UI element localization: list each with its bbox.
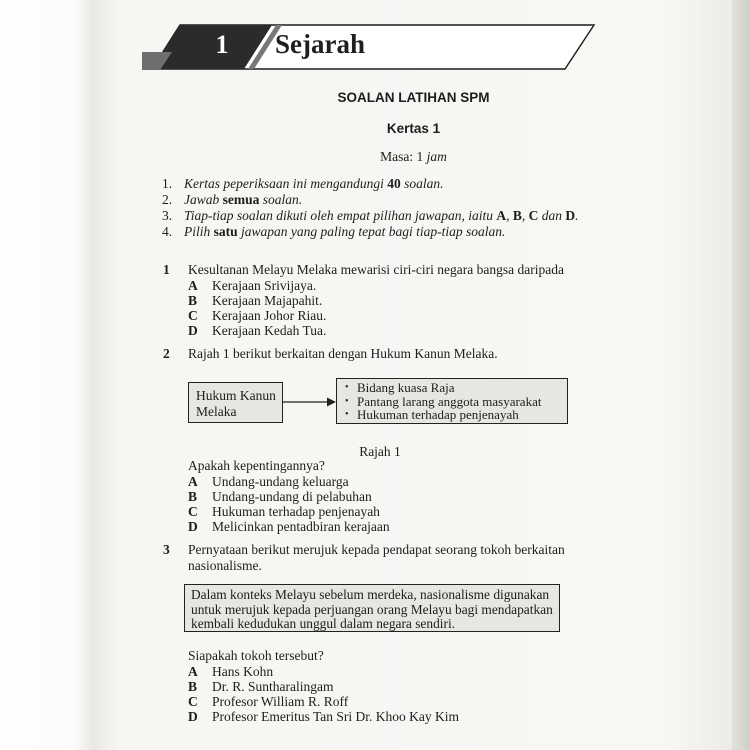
bullet-icon: •: [345, 382, 349, 393]
option-text: Profesor William R. Roff: [212, 694, 349, 709]
instruction-number: 4.: [162, 224, 173, 239]
instruction-text: soalan.: [259, 192, 303, 207]
question-3-prompt: [188, 648, 488, 664]
diagram-list-box: [336, 378, 568, 424]
option-letter: A: [188, 278, 198, 293]
instructions-list: [162, 176, 622, 240]
instruction-bold: satu: [213, 224, 238, 239]
option-text: Kerajaan Johor Riau.: [212, 308, 327, 323]
question-2: [163, 346, 603, 362]
chapter-number: 1: [215, 30, 229, 59]
instruction-bold: A: [496, 208, 507, 223]
instruction-number: 3.: [162, 208, 173, 223]
question-number: 1: [163, 262, 170, 277]
option-b[interactable]: [188, 679, 334, 694]
left-page-margin: [0, 0, 95, 750]
question-prompt: Apakah kepentingannya?: [188, 458, 325, 473]
option-text: Kerajaan Srivijaya.: [212, 278, 317, 293]
option-d[interactable]: [188, 323, 326, 338]
chapter-title: Sejarah: [275, 29, 365, 59]
option-letter: C: [188, 504, 198, 519]
diagram-list-item: [345, 408, 567, 422]
question-2-prompt: [188, 458, 488, 474]
question-stem: Rajah 1 berikut berkaitan dengan Hukum Kanun Melaka.: [188, 346, 498, 361]
option-text: Kerajaan Majapahit.: [212, 293, 323, 308]
option-letter: A: [188, 474, 198, 489]
instruction-bold: B: [512, 208, 522, 223]
instruction-bold: 40: [387, 176, 401, 191]
instruction-text: ,: [506, 208, 513, 223]
option-text: Hans Kohn: [212, 664, 274, 679]
option-text: Kerajaan Kedah Tua.: [212, 323, 327, 338]
bullet-icon: •: [345, 409, 349, 420]
option-text: Melicinkan pentadbiran kerajaan: [212, 519, 390, 534]
option-c[interactable]: [188, 504, 380, 519]
instruction-text: jawapan yang paling tepat bagi tiap-tiap soalan.: [237, 224, 506, 239]
option-letter: D: [188, 323, 198, 338]
instruction-number: 2.: [162, 192, 173, 207]
option-letter: C: [188, 694, 198, 709]
option-text: Undang-undang keluarga: [212, 474, 349, 489]
bullet-icon: •: [345, 395, 349, 407]
instruction-text: Kertas peperiksaan ini mengandungi: [184, 176, 388, 191]
question-stem: Kesultanan Melayu Melaka mewarisi ciri-ciri negara bangsa daripada: [188, 262, 564, 277]
book-page: [95, 0, 732, 750]
option-c[interactable]: [188, 308, 326, 323]
instruction-text: dan: [538, 208, 566, 223]
option-c[interactable]: [188, 694, 348, 709]
option-letter: D: [188, 709, 198, 724]
instruction-text: Pilih: [184, 224, 214, 239]
quote-text: kembali kedudukan unggul dalam negara sendiri.: [191, 616, 456, 631]
instruction-item: [162, 192, 622, 208]
quote-text: Dalam konteks Melayu sebelum merdeka, nasionalisme digunakan: [191, 587, 550, 602]
option-text: Dr. R. Suntharalingam: [212, 679, 334, 694]
question-1: [163, 262, 603, 278]
question-stem: Pernyataan berikut merujuk kepada pendapat seorang tokoh berkaitan: [188, 542, 565, 557]
diagram-item-text: Hukuman terhadap penjenayah: [357, 407, 519, 422]
instruction-text: soalan.: [400, 176, 444, 191]
instruction-item: [162, 176, 622, 192]
diagram-source-text: Hukum Kanun: [196, 388, 276, 403]
instruction-text: .: [575, 208, 579, 223]
instruction-item: [162, 224, 622, 240]
diagram-source-box: [188, 382, 283, 423]
option-letter: D: [188, 519, 198, 534]
paper-title: Kertas 1: [386, 121, 441, 136]
instruction-bold: C: [528, 208, 539, 223]
time-label: Masa: 1: [380, 149, 427, 164]
time-allowed: [95, 149, 732, 165]
question-number: 3: [163, 542, 170, 557]
option-a[interactable]: [188, 278, 316, 293]
instruction-text: ,: [521, 208, 529, 223]
option-a[interactable]: [188, 474, 349, 489]
page-gutter: [732, 0, 750, 750]
instruction-bold: semua: [222, 192, 260, 207]
option-b[interactable]: [188, 489, 372, 504]
option-letter: A: [188, 664, 198, 679]
question-3: [163, 542, 603, 574]
time-value: jam: [426, 149, 447, 164]
diagram-item-text: Pantang larang anggota masyarakat: [357, 393, 542, 409]
option-d[interactable]: [188, 709, 459, 724]
option-text: Profesor Emeritus Tan Sri Dr. Khoo Kay Kim: [212, 709, 460, 724]
option-letter: B: [188, 489, 198, 504]
option-text: Hukuman terhadap penjenayah: [212, 504, 380, 519]
option-letter: B: [188, 679, 198, 694]
section-heading: SOALAN LATIHAN SPM: [337, 90, 490, 105]
question-number: 2: [163, 346, 170, 361]
quote-box: [184, 584, 560, 632]
instruction-bold: D: [565, 208, 576, 223]
option-d[interactable]: [188, 519, 390, 534]
diagram-list-item: [345, 395, 567, 409]
option-b[interactable]: [188, 293, 322, 308]
option-text: Undang-undang di pelabuhan: [212, 489, 372, 504]
instruction-text: Jawab: [184, 192, 223, 207]
instruction-item: [162, 208, 622, 224]
instruction-number: 1.: [162, 176, 173, 191]
option-a[interactable]: [188, 664, 273, 679]
question-stem: nasionalisme.: [188, 558, 262, 573]
diagram-caption: Rajah 1: [359, 444, 401, 459]
instruction-text: Tiap-tiap soalan dikuti oleh empat pilihan jawapan, iaitu: [184, 208, 497, 223]
arrow-right-icon: [283, 396, 337, 408]
quote-text: untuk merujuk kepada perjuangan orang Melayu bagi mendapatkan: [191, 601, 553, 617]
chapter-banner: [142, 24, 596, 72]
option-letter: C: [188, 308, 198, 323]
diagram-item-text: Bidang kuasa Raja: [357, 380, 455, 395]
diagram-source-text: Melaka: [196, 404, 237, 419]
diagram-list-item: [345, 381, 567, 395]
option-letter: B: [188, 293, 198, 308]
question-prompt: Siapakah tokoh tersebut?: [188, 648, 324, 663]
